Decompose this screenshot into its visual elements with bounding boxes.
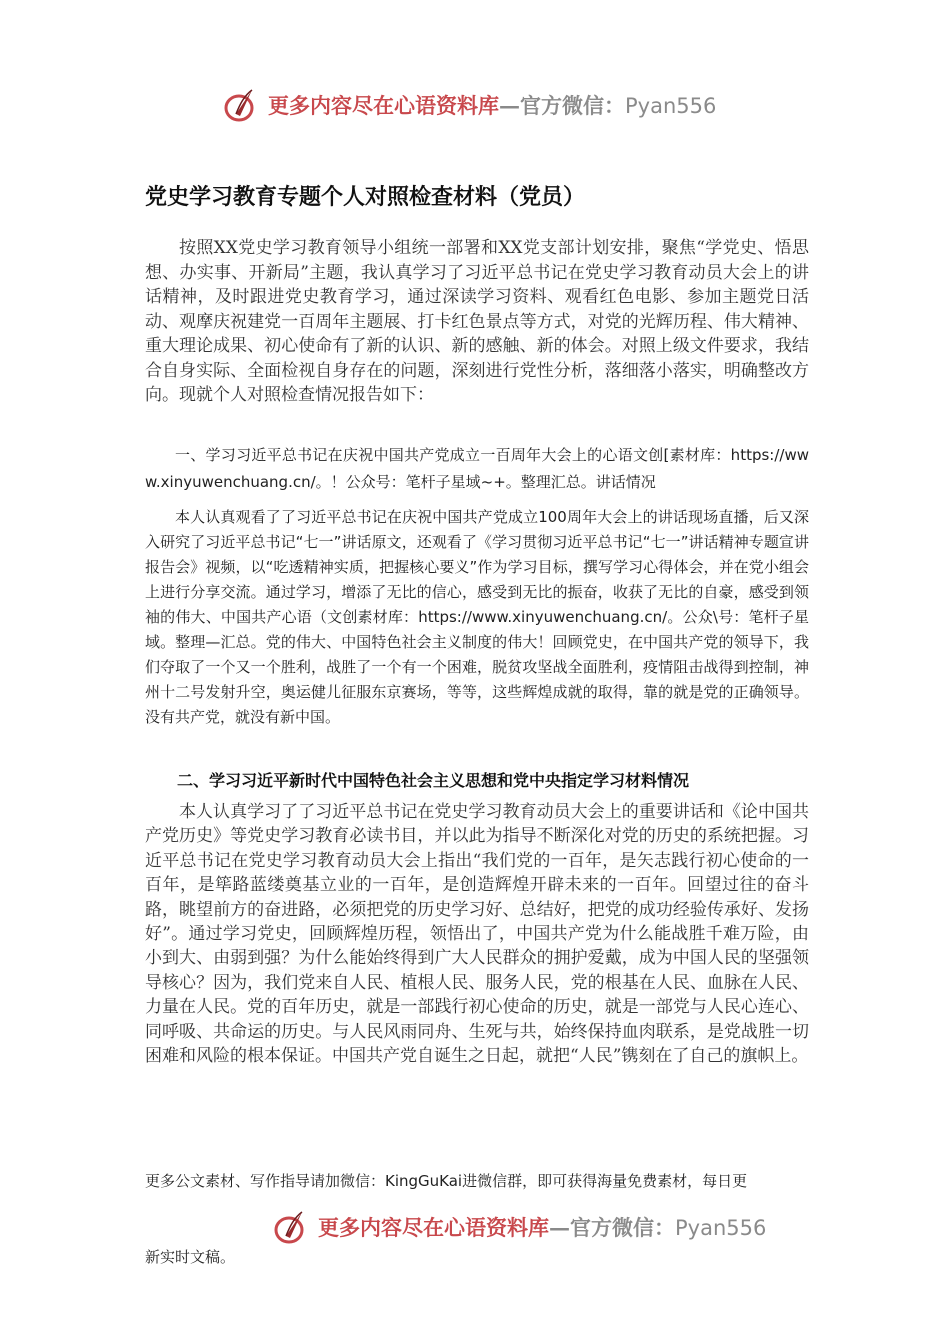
section-one-heading: 一、学习习近平总书记在庆祝中国共产党成立一百周年大会上的心语文创[素材库：https://www.xinyuwenchuang.cn/。！公众号：笔杆子星域~+。整理汇总。讲话情况	[145, 446, 809, 491]
watermark-label: 官方微信：	[520, 93, 625, 118]
footer-note-line1: 更多公文素材、写作指导请加微信：KingGuKai进微信群，即可获得海量免费素材，每日更	[145, 1172, 748, 1190]
quill-pen-logo-icon	[272, 1208, 312, 1248]
paragraph-intro: 按照XX党史学习教育领导小组统一部署和XX党支部计划安排，聚焦“学党史、悟思想、办实事、开新局”主题，我认真学习了习近平总书记在党史学习教育动员大会上的讲话精神，及时跟进党史教育学习，通过深读学习资料、观看红色电影、参加主题党日活动、观摩庆祝建党一百周年主题展、打卡红色景点等方式，对党的光辉历程、伟大精神、重大理论成果、初心使命有了新的认识、新的感触、新的体会。对照上级文件要求，我结合自身实际、全面检视自身存在的问题，深刻进行党性分析，落细落小落实，明确整改方向。现就个人对照检查情况报告如下：	[145, 238, 809, 405]
watermark-label: 官方微信：	[570, 1215, 675, 1240]
watermark-text	[268, 90, 716, 120]
watermark-text	[318, 1212, 766, 1242]
quill-pen-logo-icon	[222, 86, 262, 126]
watermark-separator: —	[549, 1215, 570, 1240]
document-title: 党史学习教育专题个人对照检查材料（党员）	[145, 185, 586, 210]
paragraph-section-two: 本人认真学习了了习近平总书记在党史学习教育动员大会上的重要讲话和《论中国共产党历史》等党史学习教育必读书目，并以此为指导不断深化对党的历史的系统把握。习近平总书记在党史学习教育动员大会上指出“我们党的一百年，是矢志践行初心使命的一百年，是筚路蓝缕奠基立业的一百年，是创造辉煌开辟未来的一百年。回望过往的奋斗路，眺望前方的奋进路，必须把党的历史学习好、总结好，把党的成功经验传承好、发扬好”。通过学习党史，回顾辉煌历程，领悟出了，中国共产党为什么能战胜千难万险，由小到大、由弱到强？为什么能始终得到广大人民群众的拥护爱戴，成为中国人民的坚强领导核心？因为，我们党来自人民、植根人民、服务人民，党的根基在人民、血脉在人民、力量在人民。党的百年历史，就是一部践行初心使命的历史，就是一部党与人民心连心、同呼吸、共命运的历史。与人民风雨同舟、生死与共，始终保持血肉联系，是党战胜一切困难和风险的根本保证。中国共产党自诞生之日起，就把“人民”镌刻在了自己的旗帜上。	[145, 802, 809, 1067]
watermark-banner-top	[0, 84, 950, 128]
footer-note-line2: 新实时文稿。	[145, 1248, 236, 1266]
watermark-separator: —	[499, 93, 520, 118]
section-two-heading: 二、学习习近平新时代中国特色社会主义思想和党中央指定学习材料情况	[177, 771, 690, 790]
watermark-brand: 更多内容尽在心语资料库	[318, 1215, 549, 1240]
watermark-brand: 更多内容尽在心语资料库	[268, 93, 499, 118]
watermark-banner-bottom	[0, 1206, 950, 1250]
watermark-wechat-id: Pyan556	[675, 1216, 767, 1240]
watermark-wechat-id: Pyan556	[625, 94, 717, 118]
paragraph-section-one: 本人认真观看了了习近平总书记在庆祝中国共产党成立100周年大会上的讲话现场直播，后又深入研究了习近平总书记“七一”讲话原文，还观看了《学习贯彻习近平总书记“七一”讲话精神专题宣讲报告会》视频，以“吃透精神实质，把握核心要义”作为学习目标，撰写学习心得体会，并在党小组会上进行分享交流。通过学习，增添了无比的信心，感受到无比的振奋，收获了无比的自豪，感受到领袖的伟大、中国共产心语（文创素材库：https://www.xinyuwenchuang.cn/。公众\号：笔杆子星域。整理—汇总。党的伟大、中国特色社会主义制度的伟大！回顾党史，在中国共产党的领导下，我们夺取了一个又一个胜利，战胜了一个有一个困难，脱贫攻坚战全面胜利，疫情阻击战得到控制，神州十二号发射升空，奥运健儿征服东京赛场，等等，这些辉煌成就的取得，靠的就是党的正确领导。没有共产党，就没有新中国。	[145, 508, 809, 726]
